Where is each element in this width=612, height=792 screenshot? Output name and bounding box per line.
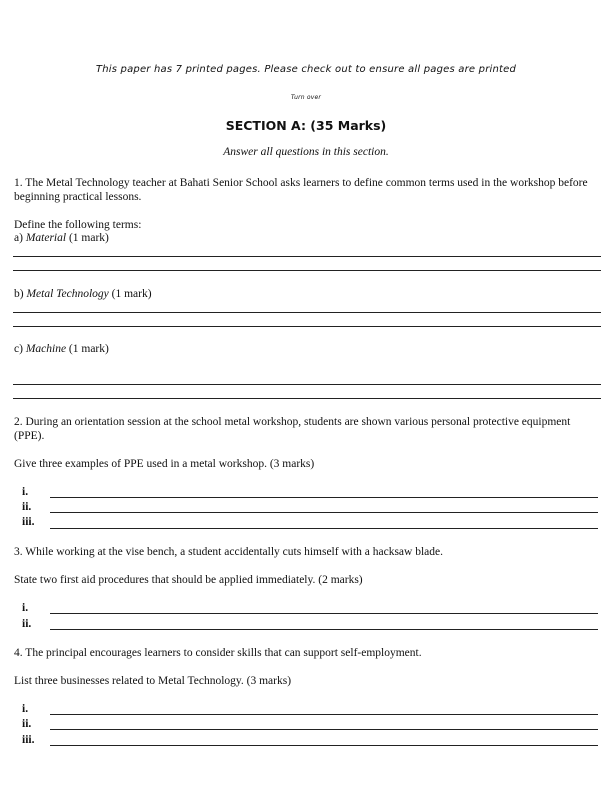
question-1b-marks: (1 mark) xyxy=(108,288,152,300)
question-1-prompt: Define the following terms: xyxy=(14,219,142,231)
answer-label: i. xyxy=(22,703,29,715)
answer-line[interactable] xyxy=(13,384,601,385)
section-title: SECTION A: (35 Marks) xyxy=(225,118,387,133)
answer-label: ii. xyxy=(22,501,32,513)
question-1b xyxy=(14,287,600,301)
answer-line[interactable] xyxy=(13,398,601,399)
question-3-prompt: State two first aid procedures that should be applied immediately. (2 marks) xyxy=(14,574,363,586)
question-2-prompt: Give three examples of PPE used in a metal workshop. (3 marks) xyxy=(14,458,315,470)
answer-label: ii. xyxy=(22,718,32,730)
answer-line[interactable] xyxy=(50,497,598,498)
question-1c xyxy=(14,342,600,356)
question-4-stem: 4. The principal encourages learners to consider skills that can support self-employment. xyxy=(14,647,422,659)
answer-label: iii. xyxy=(22,734,35,746)
question-1b-prefix: b) xyxy=(14,288,27,300)
question-1a-marks: (1 mark) xyxy=(66,232,109,244)
question-1c-marks: (1 mark) xyxy=(66,343,109,355)
question-1a-prefix: a) xyxy=(14,232,26,244)
question-1-stem: 1. The Metal Technology teacher at Bahati Senior School asks learners to define common terms used in the workshop before beginning practical lessons. xyxy=(14,177,588,203)
answer-line[interactable] xyxy=(50,528,598,529)
answer-line[interactable] xyxy=(50,512,598,513)
answer-label: i. xyxy=(22,486,29,498)
answer-line[interactable] xyxy=(50,629,598,630)
question-1a-term: Material xyxy=(25,232,67,244)
answer-line[interactable] xyxy=(50,745,598,746)
answer-label: ii. xyxy=(22,618,32,630)
answer-line[interactable] xyxy=(13,256,601,257)
question-3-stem: 3. While working at the vise bench, a student accidentally cuts himself with a hacksaw blade. xyxy=(14,546,443,558)
page-count-notice: This paper has 7 printed pages. Please check out to ensure all pages are printed xyxy=(95,64,517,75)
answer-line[interactable] xyxy=(50,714,598,715)
answer-line[interactable] xyxy=(13,326,601,327)
answer-line[interactable] xyxy=(50,613,598,614)
answer-line[interactable] xyxy=(13,270,601,271)
turn-over-note: Turn over xyxy=(290,94,322,101)
question-1c-prefix: c) xyxy=(14,343,26,355)
answer-label: iii. xyxy=(22,516,35,528)
question-2-stem: 2. During an orientation session at the school metal workshop, students are shown various personal protective equipment (PPE). xyxy=(14,416,571,442)
answer-label: i. xyxy=(22,602,29,614)
answer-line[interactable] xyxy=(50,729,598,730)
section-instruction: Answer all questions in this section. xyxy=(223,146,389,158)
question-1b-term: Metal Technology xyxy=(26,288,109,300)
question-4-prompt: List three businesses related to Metal Technology. (3 marks) xyxy=(14,675,292,687)
question-1a xyxy=(14,231,600,245)
answer-line[interactable] xyxy=(13,312,601,313)
question-1c-term: Machine xyxy=(25,343,67,355)
